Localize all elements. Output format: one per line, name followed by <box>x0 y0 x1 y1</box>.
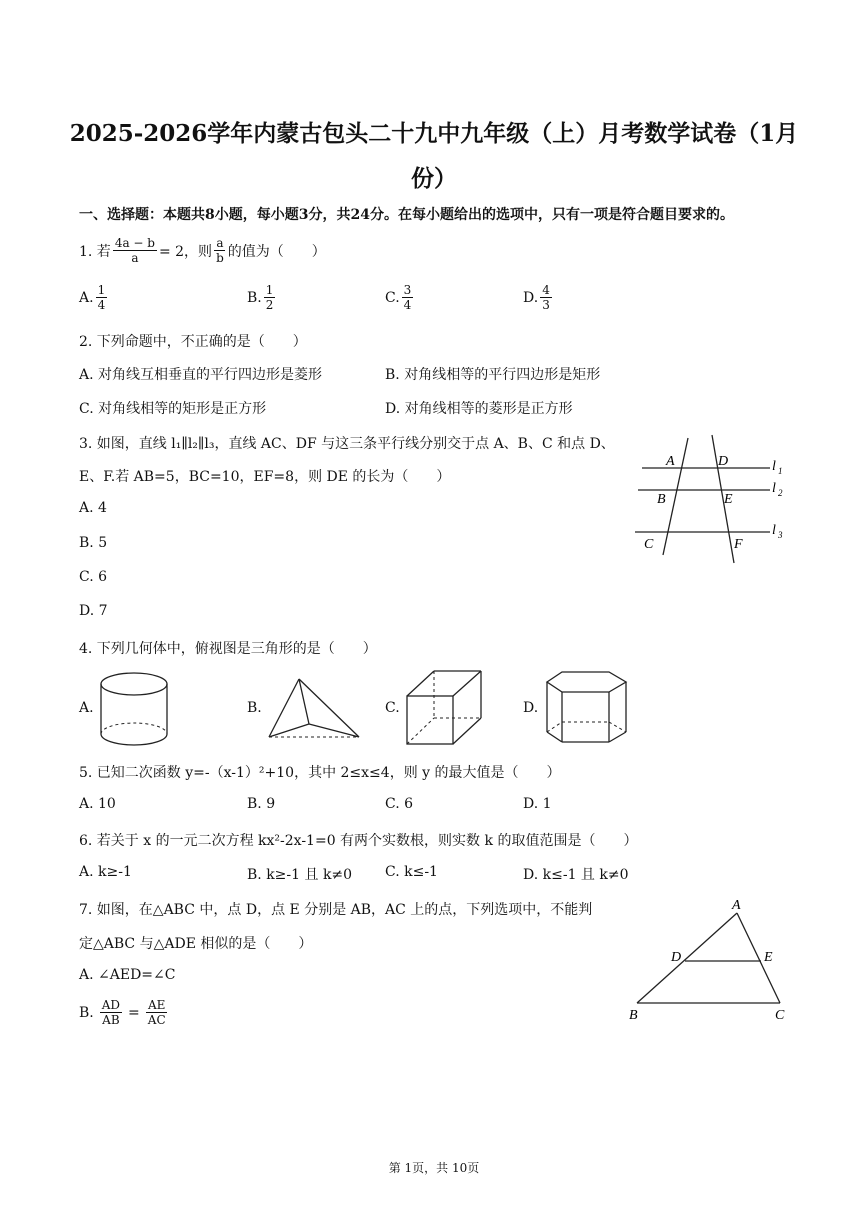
question-5-stem: 5. 已知二次函数 y=-（x-1）²+10，其中 2≤x≤4，则 y 的最大值是（ ） <box>79 765 561 781</box>
q4-option-b-label: B. <box>247 700 262 716</box>
question-7-line2: 定△ABC 与△ADE 相似的是（ ） <box>79 936 313 952</box>
cylinder-icon <box>96 670 172 750</box>
label-d: D <box>671 950 682 965</box>
q1-option-a-num: 1 <box>97 283 106 297</box>
triangular-pyramid-icon <box>265 676 365 742</box>
q4-option-c-label: C. <box>385 700 400 716</box>
q4-option-a-label: A. <box>79 700 94 716</box>
q5-option-b: B. 9 <box>247 796 276 812</box>
q3-option-c: C. 6 <box>79 569 108 585</box>
q1-option-b-label: B. <box>247 289 262 306</box>
cuboid-icon <box>404 668 486 748</box>
q7-option-b-label: B. <box>79 1004 94 1021</box>
label-l1: l <box>772 459 776 474</box>
question-6-stem: 6. 若关于 x 的一元二次方程 kx²-2x-1=0 有两个实数根，则实数 k 的取值范围是（ ） <box>79 833 638 849</box>
q1-option-b-den: 2 <box>265 298 274 312</box>
q2-option-d: D. 对角线相等的菱形是正方形 <box>385 401 573 417</box>
q7-b-num1: AD <box>101 998 121 1012</box>
q7-option-a: A. ∠AED=∠C <box>79 967 176 983</box>
q2-option-c: C. 对角线相等的矩形是正方形 <box>79 401 267 417</box>
label-l3-sub: 3 <box>778 530 783 540</box>
hexagonal-prism-icon <box>542 668 632 748</box>
label-a: A <box>666 454 675 469</box>
q1-option-c-den: 4 <box>403 298 412 312</box>
q7-b-den2: AC <box>147 1013 166 1027</box>
q3-option-a: A. 4 <box>79 500 107 516</box>
q1-option-c-label: C. <box>385 289 400 306</box>
label-b: B <box>657 492 666 507</box>
section-heading: 一、选择题：本题共8小题，每小题3分，共24分。在每小题给出的选项中，只有一项是符合题目要求的。 <box>79 207 734 223</box>
question-3-line2: E、F.若 AB=5，BC=10，EF=8，则 DE 的长为（ ） <box>79 469 451 485</box>
q3-parallel-lines-figure <box>630 430 795 570</box>
q3-option-d: D. 7 <box>79 603 108 619</box>
q2-option-b: B. 对角线相等的平行四边形是矩形 <box>385 367 601 383</box>
q6-option-b: B. k≥-1 且 k≠0 <box>247 867 353 883</box>
q7-b-eq: = <box>128 1004 140 1021</box>
q1-option-a-label: A. <box>79 289 94 306</box>
label-l2-sub: 2 <box>778 488 783 498</box>
q1-option-b <box>247 283 277 312</box>
label-l3: l <box>772 523 776 538</box>
q5-option-d: D. 1 <box>523 796 552 812</box>
label-l2: l <box>772 481 776 496</box>
q1-prefix: 1. 若 <box>79 243 111 260</box>
q1-frac1-num: 4a − b <box>114 236 155 250</box>
q6-option-a: A. k≥-1 <box>79 864 132 880</box>
q2-option-a: A. 对角线互相垂直的平行四边形是菱形 <box>79 367 323 383</box>
q1-option-d-label: D. <box>523 289 539 306</box>
q3-option-b: B. 5 <box>79 535 108 551</box>
label-l1-sub: 1 <box>778 466 783 476</box>
q1-option-c <box>385 283 415 312</box>
q1-mid: = 2，则 <box>158 243 213 260</box>
q5-option-a: A. 10 <box>79 796 116 812</box>
label-f: F <box>734 537 743 552</box>
question-3-line1: 3. 如图，直线 l₁∥l₂∥l₃，直线 AC、DF 与这三条平行线分别交于点 A、B、C 和点 D、 <box>79 436 615 452</box>
q4-option-d-label: D. <box>523 700 539 716</box>
q1-fraction-2 <box>214 236 226 265</box>
q7-option-b <box>79 998 170 1027</box>
q1-option-b-num: 1 <box>265 283 274 297</box>
q6-option-d: D. k≤-1 且 k≠0 <box>523 867 629 883</box>
page-footer: 第 1页，共 10页 <box>388 1161 480 1175</box>
q1-frac2-num: a <box>216 236 224 250</box>
q1-option-d-num: 4 <box>542 283 550 297</box>
q7-b-num2: AE <box>147 998 166 1012</box>
q1-option-a-den: 4 <box>97 298 106 312</box>
q7-b-den1: AB <box>102 1013 120 1027</box>
label-e: E <box>764 950 773 965</box>
label-c: C <box>644 537 654 552</box>
q6-option-c: C. k≤-1 <box>385 864 438 880</box>
q1-fraction-1 <box>113 236 157 265</box>
label-c: C <box>775 1008 785 1023</box>
q1-option-d-den: 3 <box>542 298 550 312</box>
q1-suffix: 的值为（ ） <box>227 243 326 260</box>
label-b: B <box>629 1008 638 1023</box>
q1-option-d <box>523 283 554 312</box>
question-2-stem: 2. 下列命题中，不正确的是（ ） <box>79 334 307 350</box>
q5-option-c: C. 6 <box>385 796 414 812</box>
q1-option-c-num: 3 <box>403 283 412 297</box>
label-e: E <box>724 492 733 507</box>
page-title-line1: 2025-2026学年内蒙古包头二十九中九年级（上）月考数学试卷（1月 <box>69 120 799 147</box>
q1-frac2-den: b <box>216 251 224 265</box>
question-1-stem <box>79 236 326 265</box>
page-title-line2: 份） <box>411 165 457 192</box>
question-4-stem: 4. 下列几何体中，俯视图是三角形的是（ ） <box>79 641 377 657</box>
q1-option-a <box>79 283 109 312</box>
label-a: A <box>732 898 741 913</box>
label-d: D <box>718 454 729 469</box>
q1-frac1-den: a <box>131 251 139 265</box>
question-7-line1: 7. 如图，在△ABC 中，点 D，点 E 分别是 AB，AC 上的点，下列选项中，不能判 <box>79 902 593 918</box>
q7-triangle-figure <box>625 893 795 1023</box>
